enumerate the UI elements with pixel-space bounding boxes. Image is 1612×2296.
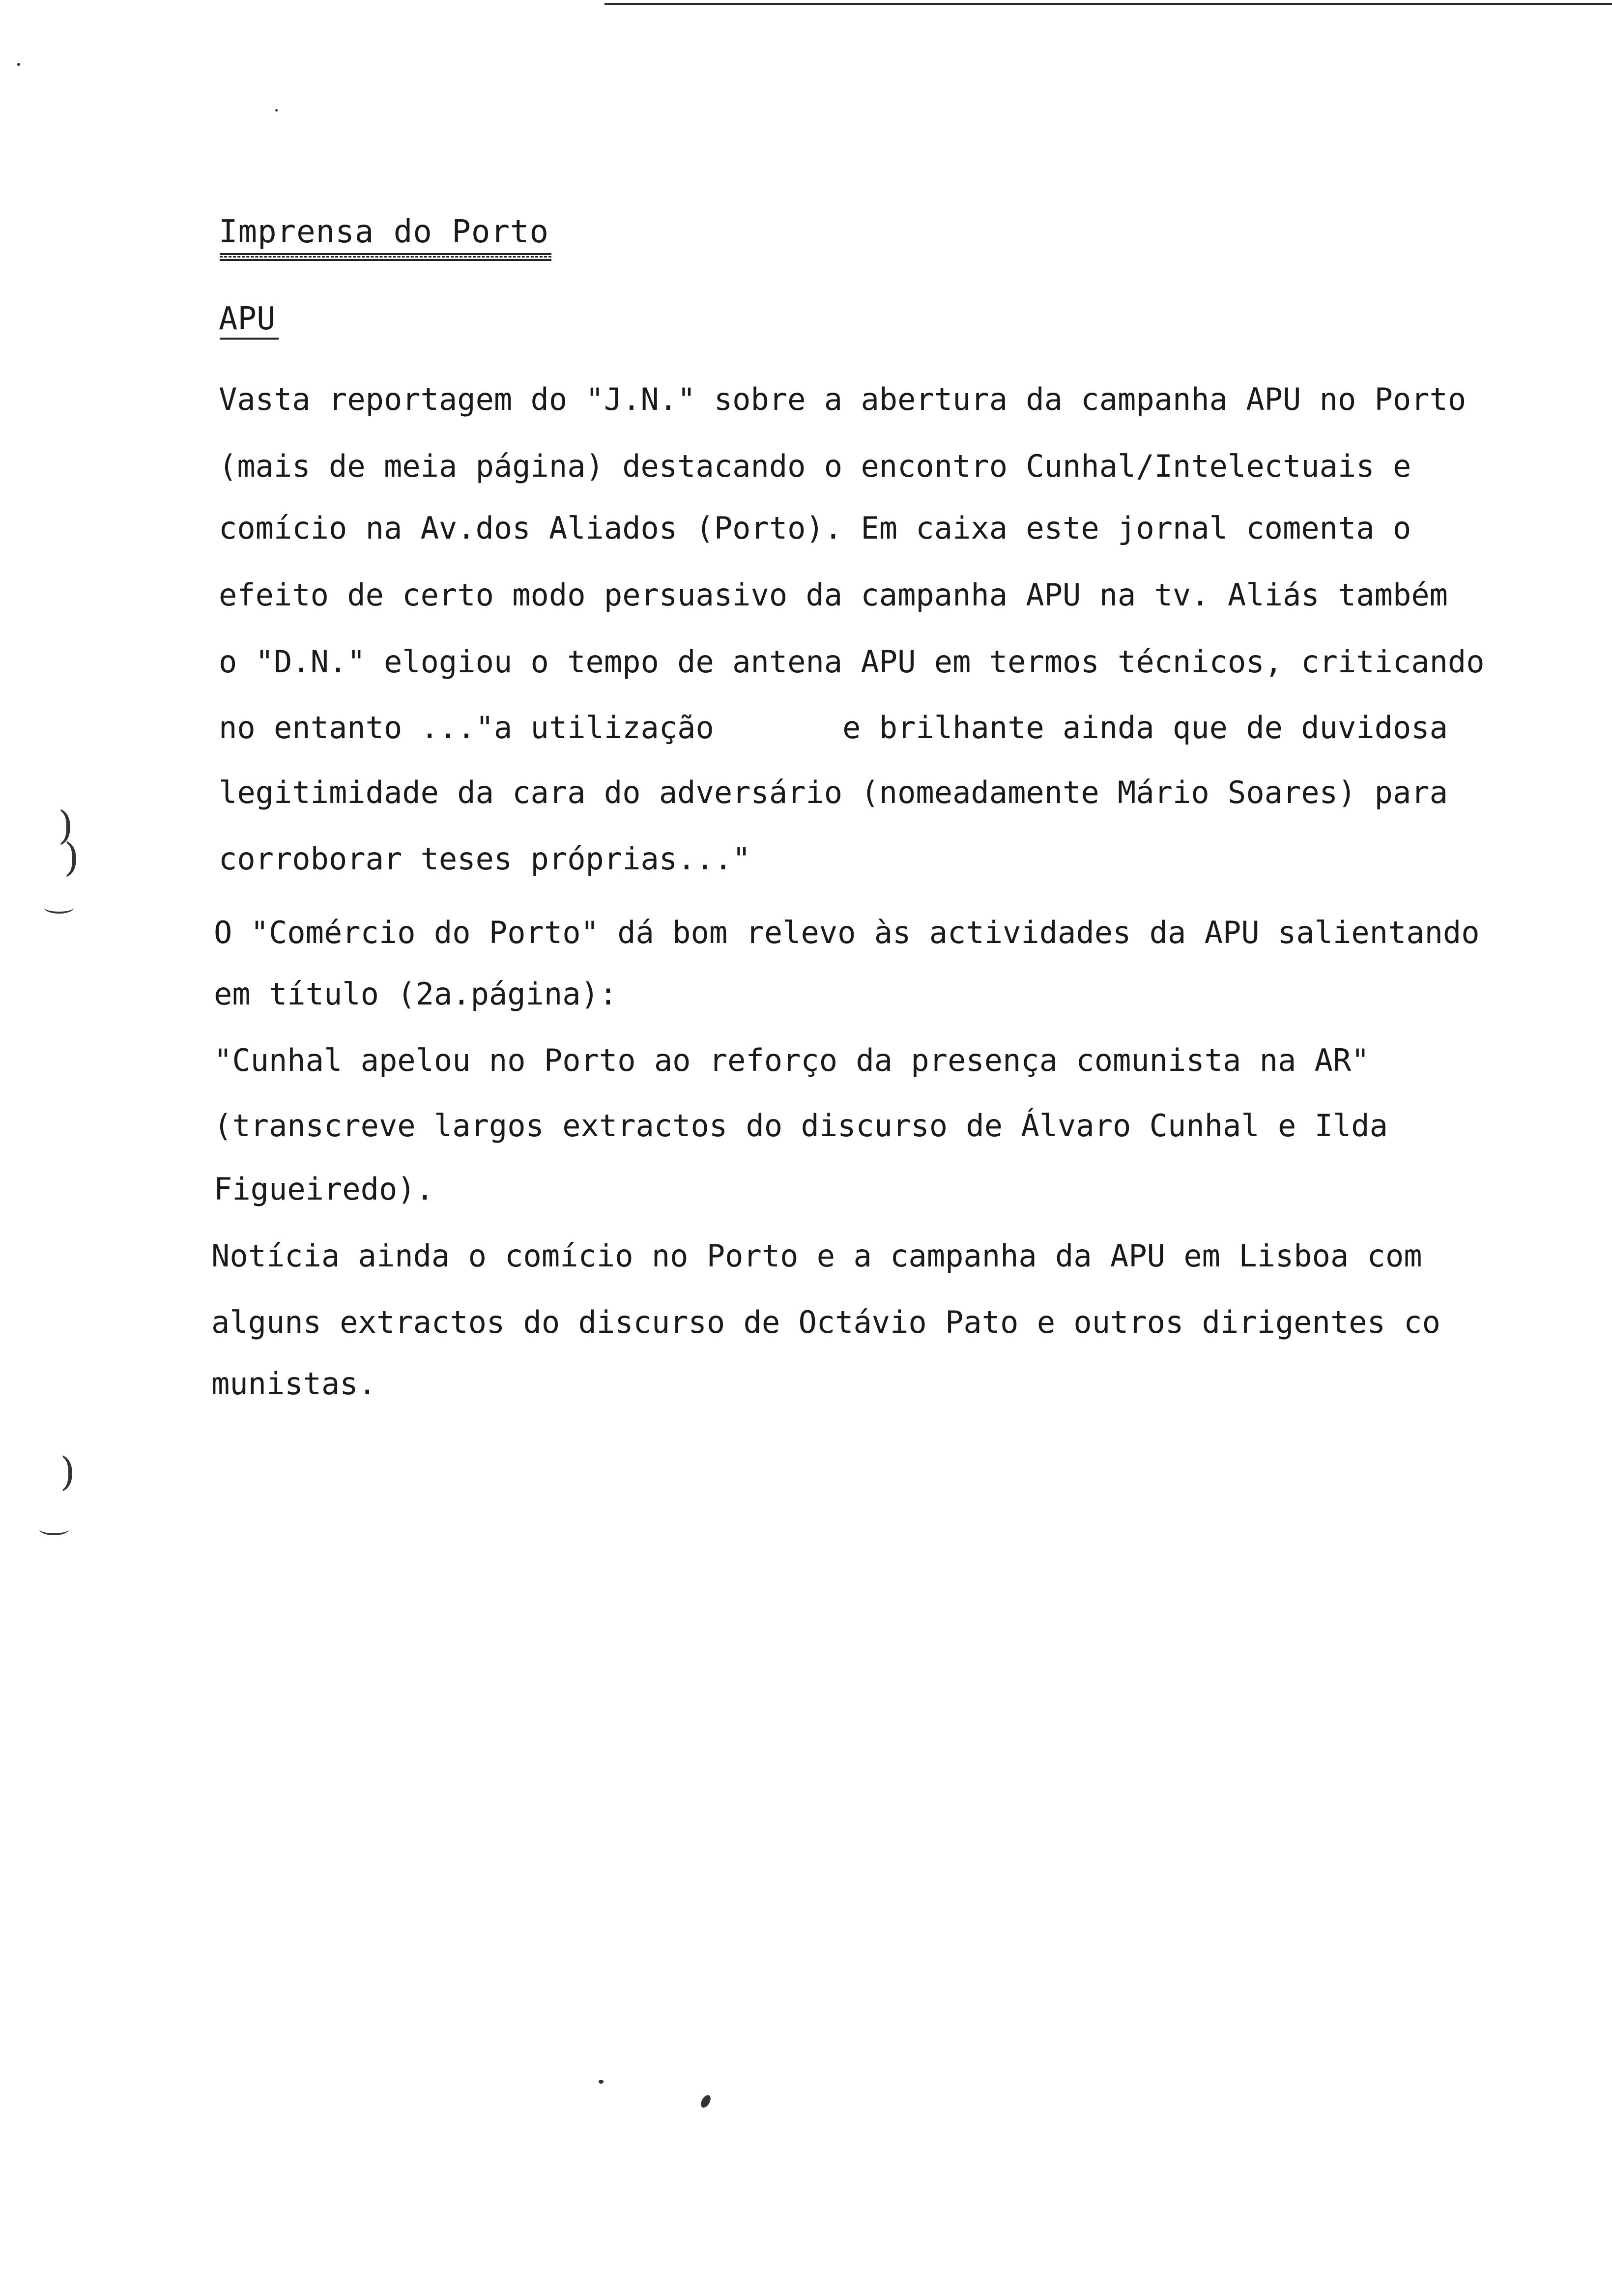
margin-bracket-mark: ) <box>64 834 80 880</box>
margin-bracket-mark: ) <box>58 803 74 848</box>
text-line-8: corroborar teses próprias..." <box>219 841 751 877</box>
margin-bracket-mark: ) <box>60 1449 76 1494</box>
text-line-4: efeito de certo modo persuasivo da campanha APU na tv. Aliás também <box>219 577 1448 613</box>
text-line-15: alguns extractos do discurso de Octávio Pato e outros dirigentes co <box>211 1304 1440 1340</box>
text-line-11: "Cunhal apelou no Porto ao reforço da presença comunista na AR" <box>214 1042 1370 1078</box>
margin-curve-mark <box>44 902 74 914</box>
text-line-14: Notícia ainda o comício no Porto e a campanha da APU em Lisboa com <box>211 1238 1422 1274</box>
text-line-10: em título (2a.página): <box>214 976 618 1012</box>
text-line-13: Figueiredo). <box>214 1171 434 1207</box>
top-rule <box>604 3 1612 5</box>
scan-speck <box>17 63 20 66</box>
text-line-9: O "Comércio do Porto" dá bom relevo às actividades da APU salientando <box>214 915 1480 950</box>
text-line-6: no entanto ..."a utilização e brilhante ainda que de duvidosa <box>219 710 1448 746</box>
text-line-2: (mais de meia página) destacando o encontro Cunhal/Intelectuais e <box>219 448 1411 484</box>
text-line-3: comício na Av.dos Aliados (Porto). Em caixa este jornal comenta o <box>219 510 1411 546</box>
text-line-12: (transcreve largos extractos do discurso de Álvaro Cunhal e Ilda <box>214 1108 1388 1144</box>
section-underline <box>220 338 279 340</box>
section-title: APU <box>219 301 276 337</box>
scan-speck <box>599 2080 604 2084</box>
heading-double-underline <box>220 253 551 261</box>
page-heading: Imprensa do Porto <box>219 214 549 250</box>
text-line-16: munistas. <box>211 1366 376 1402</box>
margin-curve-mark <box>39 1523 69 1535</box>
scan-speck <box>699 2094 713 2109</box>
scan-speck <box>275 109 278 112</box>
text-line-1: Vasta reportagem do "J.N." sobre a abertura da campanha APU no Porto <box>219 381 1467 417</box>
text-line-5: o "D.N." elogiou o tempo de antena APU em termos técnicos, criticando <box>219 644 1485 680</box>
text-line-7: legitimidade da cara do adversário (nomeadamente Mário Soares) para <box>219 775 1448 810</box>
